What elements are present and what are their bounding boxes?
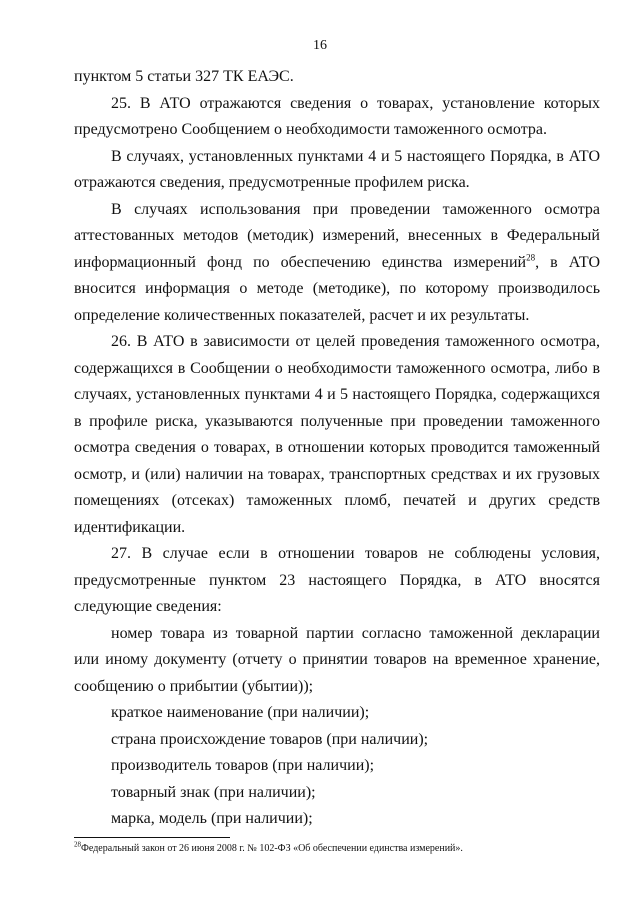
page-number: 16 bbox=[313, 38, 327, 53]
footnote-text: Федеральный закон от 26 июня 2008 г. № 102-ФЗ «Об обеспечении единства измерений». bbox=[81, 843, 463, 854]
paragraph-goods-number: номер товара из товарной партии согласно таможенной декларации или иному документу (отчету о принятии товаров на временное хранение, сообщению о прибытии (убытии)); bbox=[74, 624, 600, 695]
list-item: марка, модель (при наличии); bbox=[111, 810, 313, 827]
paragraph-measurement-methods-text-end: , в АТО вносится информация о методе (методике), по которому производилось определение количественных показателей, расчет и их результаты. bbox=[74, 253, 600, 324]
paragraph-25: 25. В АТО отражаются сведения о товарах, установление которых предусмотрено Сообщением о необходимости таможенного осмотра. bbox=[74, 94, 600, 138]
footnote bbox=[74, 842, 600, 856]
footnote-marker: 28 bbox=[74, 840, 81, 849]
footnote-divider bbox=[74, 837, 230, 838]
list-item: краткое наименование (при наличии); bbox=[111, 704, 370, 721]
paragraph-continuation: пунктом 5 статьи 327 ТК ЕАЭС. bbox=[74, 68, 294, 85]
paragraph-26: 26. В АТО в зависимости от целей проведения таможенного осмотра, содержащихся в Сообщении о необходимости таможенного осмотра, либо в случаях, установленных пунктами 4 и 5 настоящего Порядка, содержащихся в профиле риска, указываются полученные при проведении таможенного осмотра сведения о товарах, в отношении которых проводится таможенный осмотр, и (или) наличии на товарах, транспортных средствах и их грузовых помещениях (отсеках) таможенных пломб, печатей и других средств идентификации. bbox=[74, 333, 600, 536]
list-item: страна происхождение товаров (при наличии); bbox=[111, 730, 429, 748]
paragraph-27: 27. В случае если в отношении товаров не соблюдены условия, предусмотренные пунктом 23 настоящего Порядка, в АТО вносятся следующие сведения: bbox=[74, 545, 600, 615]
footnote-reference: 28 bbox=[526, 252, 536, 263]
list-item: товарный знак (при наличии); bbox=[111, 783, 316, 801]
paragraph-risk-profile: В случаях, установленных пунктами 4 и 5 настоящего Порядка, в АТО отражаются сведения, предусмотренные профилем риска. bbox=[74, 147, 600, 191]
paragraph-measurement-methods bbox=[74, 197, 600, 330]
list-item: производитель товаров (при наличии); bbox=[111, 757, 375, 774]
body-text bbox=[74, 64, 600, 833]
paragraph-measurement-methods-text: В случаях использования при проведении таможенного осмотра аттестованных методов (методик) измерений, внесенных в Федеральный информационный фонд по обеспечению единства измерений bbox=[74, 200, 600, 271]
